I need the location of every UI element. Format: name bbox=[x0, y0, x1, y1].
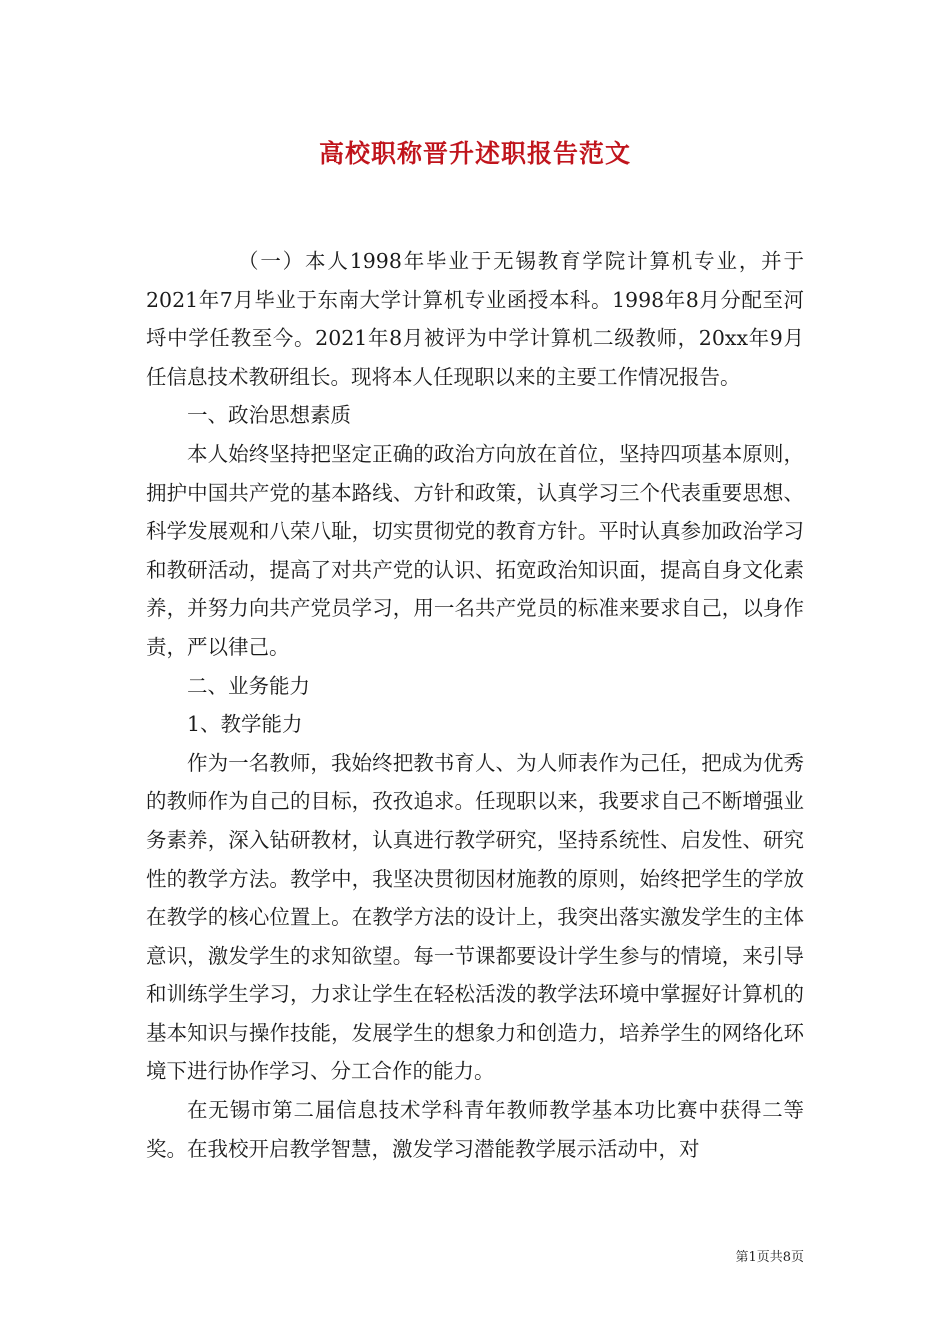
paragraph-teaching: 作为一名教师，我始终把教书育人、为人师表作为己任，把成为优秀的教师作为自己的目标，孜孜追求。任现职以来，我要求自己不断增强业务素养，深入钻研教材，认真进行教学研究，坚持系统性、启发性、研究性的教学方法。教学中，我坚决贯彻因材施教的原则，始终把学生的学放在教学的核心位置上。在教学方法的设计上，我突出落实激发学生的主体意识，激发学生的求知欲望。每一节课都要设计学生参与的情境，来引导和训练学生学习，力求让学生在轻松活泼的教学法环境中掌握好计算机的基本知识与操作技能，发展学生的想象力和创造力，培养学生的网络化环境下进行协作学习、分工合作的能力。 bbox=[146, 750, 804, 1084]
section-heading-business: 二、业务能力 bbox=[187, 673, 310, 698]
section-heading-politics: 一、政治思想素质 bbox=[187, 403, 351, 428]
paragraph-award: 在无锡市第二届信息技术学科青年教师教学基本功比赛中获得二等奖。在我校开启教学智慧，激发学习潜能教学展示活动中，对 bbox=[146, 1098, 804, 1161]
document-title: 高校职称晋升述职报告范文 bbox=[318, 139, 631, 168]
subsection-heading-teaching: 1、教学能力 bbox=[187, 712, 303, 737]
paragraph-politics: 本人始终坚持把坚定正确的政治方向放在首位，坚持四项基本原则，拥护中国共产党的基本路线、方针和政策，认真学习三个代表重要思想、科学发展观和八荣八耻，切实贯彻党的教育方针。平时认真参加政治学习和教研活动，提高了对共产党的认识、拓宽政治知识面，提高自身文化素养，并努力向共产党员学习，用一名共产党员的标准来要求自己，以身作责，严以律己。 bbox=[146, 441, 804, 659]
document-body bbox=[146, 242, 804, 1168]
paragraph-intro: （一）本人1998年毕业于无锡教育学院计算机专业，并于2021年7月毕业于东南大学计算机专业函授本科。1998年8月分配至河埒中学任教至今。2021年8月被评为中学计算机二级教师，20xx年9月任信息技术教研组长。现将本人任现职以来的主要工作情况报告。 bbox=[146, 249, 804, 389]
page-number: 第1页共8页 bbox=[735, 1250, 804, 1265]
